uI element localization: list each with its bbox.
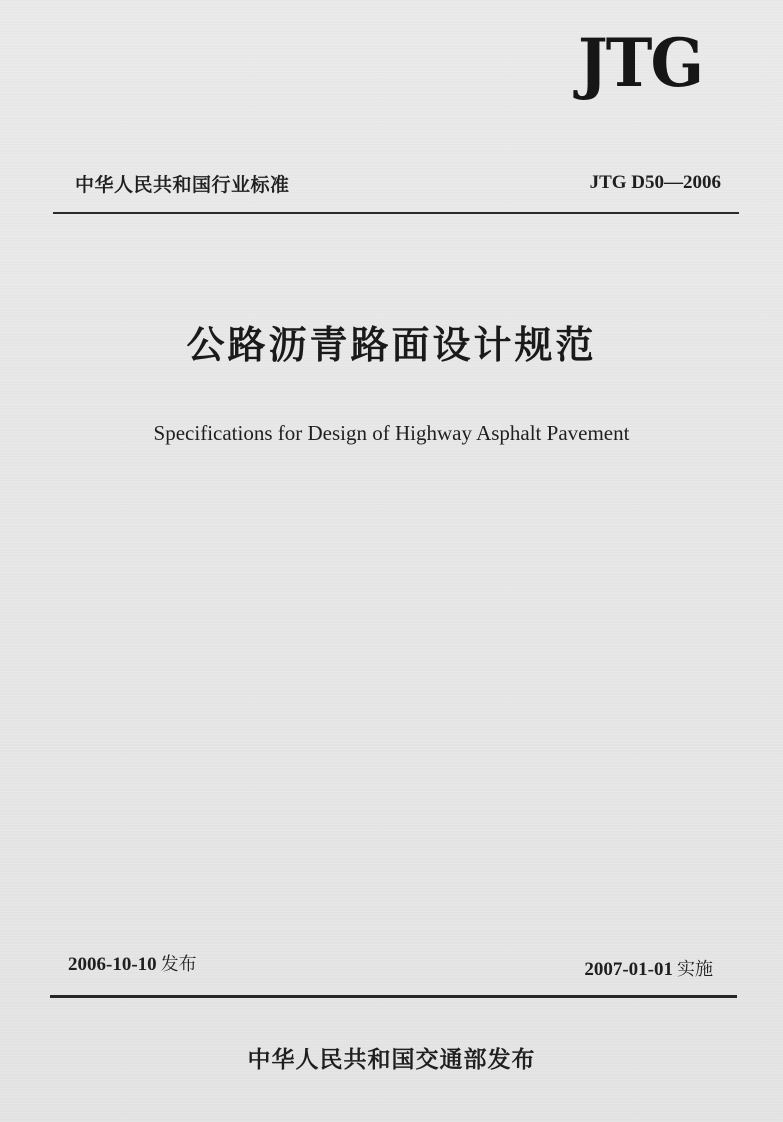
document-title-chinese: 公路沥青路面设计规范 <box>186 323 597 367</box>
publisher: 中华人民共和国交通部发布 <box>247 1047 536 1073</box>
issue-label: 发布 <box>160 954 197 975</box>
issue-date-line <box>68 950 197 976</box>
document-title-english: Specifications for Design of Highway Asphalt Pavement <box>153 421 630 445</box>
implementation-date: 2007-01-01 <box>584 959 673 980</box>
implementation-date-line <box>584 955 713 981</box>
bottom-divider <box>50 995 737 998</box>
standard-type: 中华人民共和国行业标准 <box>75 174 290 196</box>
top-divider <box>53 212 739 214</box>
issue-date: 2006-10-10 <box>68 954 157 975</box>
jtg-logo: JTG <box>578 24 703 102</box>
implementation-label: 实施 <box>677 959 713 980</box>
standard-code: JTG D50—2006 <box>589 172 721 193</box>
